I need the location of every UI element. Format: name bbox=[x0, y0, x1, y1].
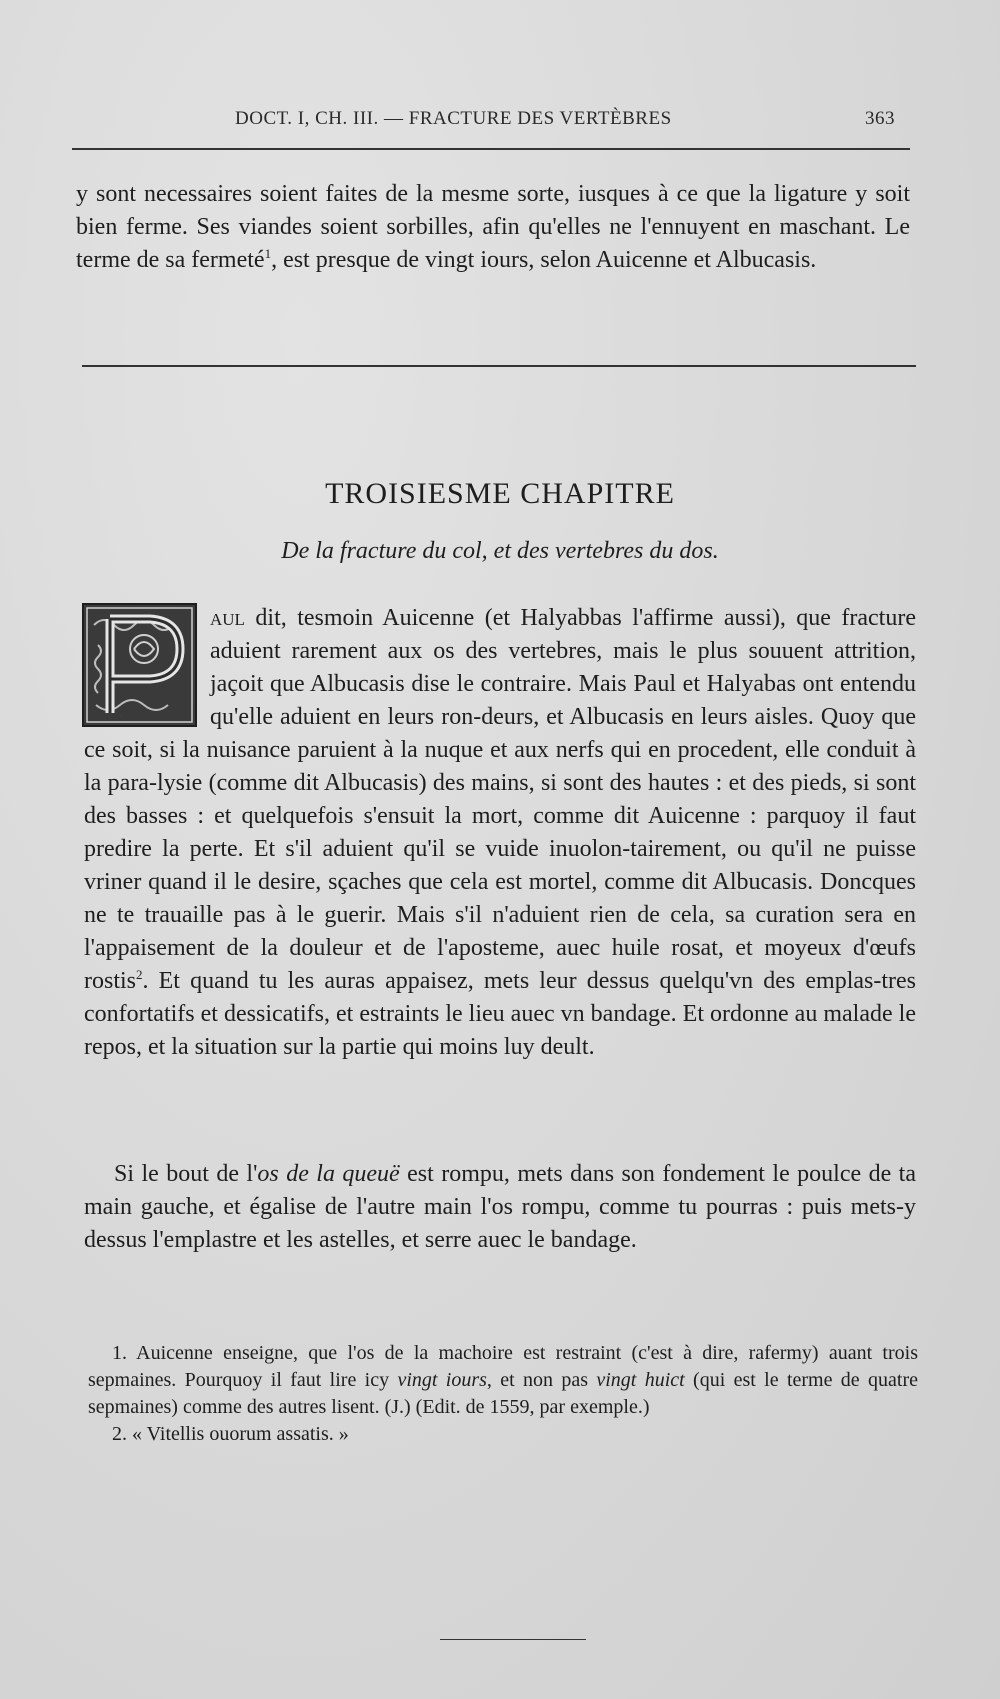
chapter-title: TROISIESME CHAPITRE bbox=[325, 477, 675, 510]
initial-letter: P bbox=[120, 717, 121, 718]
paragraph-text: Si le bout de l' bbox=[114, 1161, 258, 1187]
footnote-ref: 2 bbox=[136, 967, 143, 982]
paragraph-coccyx bbox=[84, 1158, 916, 1257]
footnote-text: 1. Auicenne enseigne, que l'os de la machoire est restraint (c'est à dire, rafermy) auant trois sepmaines. Pourquoy il faut lire icy bbox=[88, 1342, 918, 1391]
paragraph-text: . Et quand tu les auras appaisez, mets leur dessus quelqu'vn des emplas-tres confortatifs et dessicatifs, et estraints le lieu auec vn bandage. Et ordonne au malade le repos, et la situation sur la partie qui moins luy deult. bbox=[84, 968, 916, 1060]
chapter-subtitle: De la fracture du col, et des vertebres du dos. bbox=[281, 538, 719, 564]
lead-word: aul bbox=[210, 605, 245, 631]
paragraph-text: , est presque de vingt iours, selon Auicenne et Albucasis. bbox=[271, 247, 817, 273]
footnote-text: (qui est le terme de quatre sepmaines) comme des autres lisent. (J.) (Edit. de 1559, par exemple.) bbox=[88, 1369, 918, 1418]
footnote-2 bbox=[88, 1421, 918, 1448]
paragraph-main bbox=[84, 602, 916, 1064]
paragraph-text: est rompu, mets dans son fondement le poulce de ta main gauche, et égalise de l'autre main l'os rompu, comme tu pourras : puis mets-y dessus l'emplastre et les astelles, et serre auec le bandage. bbox=[84, 1161, 917, 1253]
paragraph-text: dit, tesmoin Auicenne (et Halyabbas l'affirme aussi), que fracture aduient rarement aux os des vertebres, mais le plus souuent attrition, jaçoit que Albucasis dise le contraire. Mais Paul et Halyabas ont entendu qu'elle aduient en leurs ron-deurs, et Albucasis en leurs aisles. Quoy que ce soit, si la nuisance paruient à la nuque et aux nerfs qui en procedent, elle conduit à la para-lysie (comme dit Albucasis) des mains, si sont des hautes : et des pieds, si sont des basses : et quelquefois s'ensuit la mort, comme dit Auicenne : parquoy il faut predire la perte. Et s'il aduient qu'il se vuide inuolon-tairement, ou qu'il ne puisse vriner quand il le desire, sçaches que cela est mortel, comme dit Albucasis. Doncques ne te trauaille pas à le guerir. Mais s'il n'aduient rien de cela, sa curation sera en l'appaisement de la douleur et de l'aposteme, auec huile rosat, et moyeux d'œufs rostis bbox=[84, 605, 916, 994]
initial-space bbox=[84, 602, 210, 734]
page-number: 363 bbox=[865, 108, 895, 129]
footnote-ref: 1 bbox=[264, 246, 272, 261]
section-rule bbox=[82, 365, 916, 367]
running-header bbox=[235, 108, 895, 136]
header-rule bbox=[72, 148, 910, 150]
end-rule bbox=[440, 1639, 586, 1640]
footnote-text: 2. « Vitellis ouorum assatis. » bbox=[112, 1423, 349, 1445]
footnote-text: , et non pas bbox=[486, 1369, 597, 1391]
paragraph-continuation bbox=[76, 178, 910, 277]
footnote-italic: vingt huict bbox=[596, 1369, 685, 1391]
footnotes bbox=[88, 1340, 918, 1448]
paragraph-text: y sont necessaires soient faites de la mesme sorte, iusques à ce que la ligature y soit bien ferme. Ses viandes soient sorbilles, afin qu'elles ne l'ennuyent en maschant. Le terme de sa fermeté bbox=[76, 181, 910, 273]
italic-term: os de la queuë bbox=[257, 1161, 400, 1187]
footnote-1 bbox=[88, 1340, 918, 1421]
footnote-italic: vingt iours bbox=[397, 1369, 487, 1391]
running-title: DOCT. I, CH. III. — FRACTURE DES VERTÈBRES bbox=[235, 108, 672, 129]
